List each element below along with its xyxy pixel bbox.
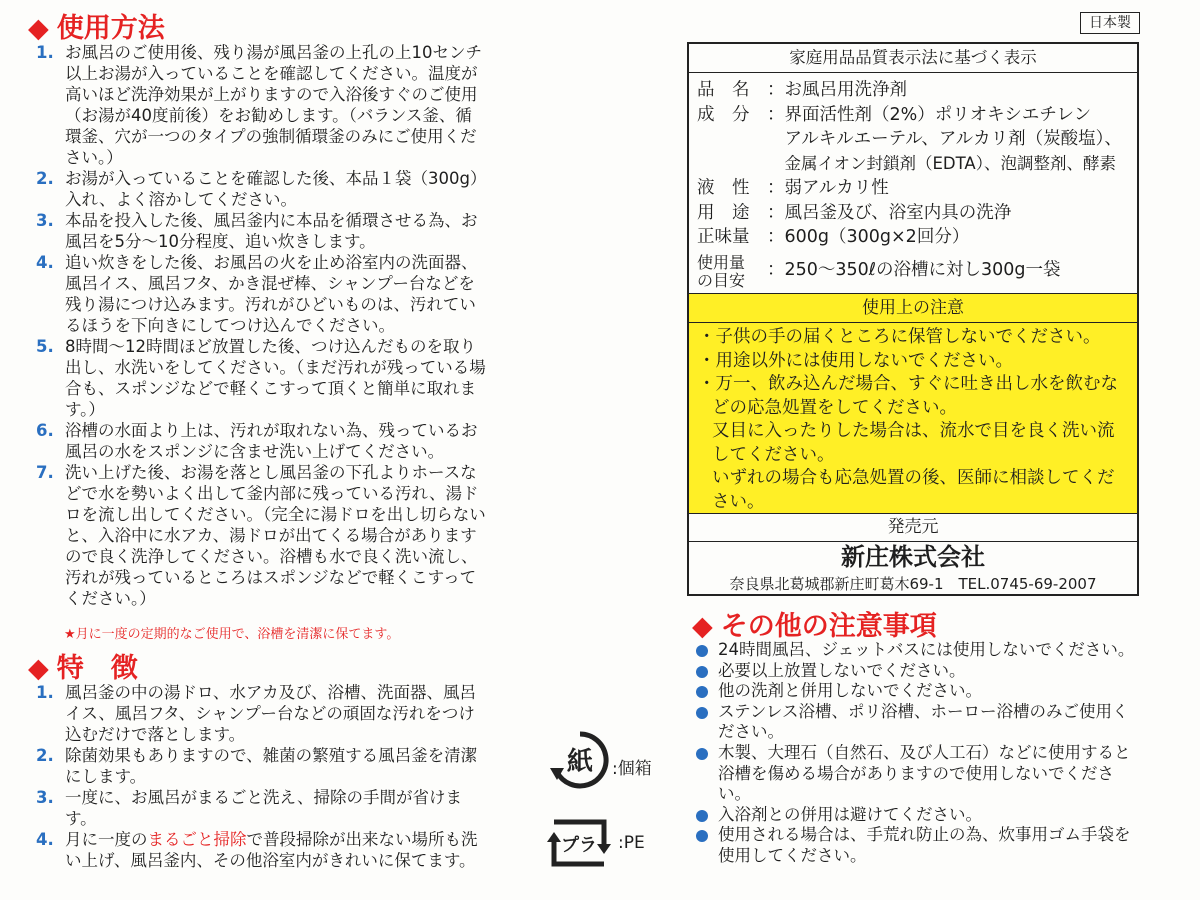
usage-note: ★月に一度の定期的なご使用で、浴槽を清潔に保てます。 [64,627,400,642]
other-note-item: 他の洗剤と併用しないでください。 [694,681,1140,702]
company-name: 新庄株式会社 [841,543,985,571]
bullet-dot-icon [696,810,708,822]
bullet-dot-icon [696,830,708,842]
diamond-icon: ◆ [692,611,713,642]
plastic-label: :PE [618,833,645,853]
usage-item-4: 4. 追い炊きをした後、お風呂の火を止め浴室内の洗面器、風呂イス、風呂フタ、かき混ぜ棒、シャンプー台などを残り湯につけ込みます。汚れがひどいものは、汚れているほうを下向きにしてつけ込んでください。 [36,253,478,335]
paper-recycle-icon [548,728,612,792]
company-address: 奈良県北葛城郡新庄町葛木69-1 TEL.0745-69-2007 [729,575,1097,593]
plastic-recycle-icon [546,814,612,872]
quality-row-usage: 用 途 ： 風呂釜及び、浴室内具の洗浄 [697,202,1012,223]
paper-symbol: 紙 [566,747,594,777]
caution-body [689,323,1137,513]
quality-label-box [687,42,1139,596]
other-note-item: 必要以上放置しないでください。 [694,661,1140,682]
seller-title: 発売元 [689,513,1137,542]
caution-title: 使用上の注意 [689,293,1137,323]
other-note-item: ステンレス浴槽、ポリ浴槽、ホーロー浴槽のみご使用ください。 [694,702,1140,743]
quality-row-name: 品 名 ： お風呂用洗浄剤 [697,80,907,100]
caution-sub: いずれの場合も応急処置の後、医師に相談してください。 [712,468,1115,512]
diamond-icon: ◆ [28,653,49,684]
usage-item-2: 2. お湯が入っていることを確認した後、本品１袋（300g）入れ、よく溶かしてください。 [36,169,487,209]
usage-list [36,42,488,609]
paper-label: :個箱 [612,759,652,779]
other-notes-heading: ◆ その他の注意事項 [692,611,937,642]
quality-title: 家庭用品品質表示法に基づく表示 [689,44,1137,73]
usage-heading: ◆ 使用方法 [28,13,165,44]
feature-item-4: 4. 月に一度のまるごと掃除で普段掃除が出来ない場所も洗い上げ、風呂釜内、その他浴室内がきれいに保てます。 [36,830,478,870]
usage-item-5: 5. 8時間～12時間ほど放置した後、つけ込んだものを取り出し、水洗いをしてください。（まだ汚れが残っている場合も、スポンジなどで軽くこすって頂くと簡単に取れます。） [36,337,486,419]
bullet-dot-icon [696,666,708,678]
features-heading: ◆ 特 徴 [28,653,138,684]
bullet-dot-icon [696,748,708,760]
bullet-dot-icon [696,686,708,698]
plastic-symbol: プラ [561,835,597,856]
made-in-badge: 日本製 [1080,12,1140,34]
other-note-item: 入浴剤との併用は避けてください。 [694,805,1140,826]
usage-item-1: 1. お風呂のご使用後、残り湯が風呂釜の上孔の上10センチ以上お湯が入っていることを確認してください。温度が高いほど洗浄効果が上がりますので入浴後すぐのご使用（お湯が40度前後）をお勧めします。（バランス釜、循環釜、穴が一つのタイプの強制循環釜のみにご使用ください。） [36,43,482,167]
feature-item-1: 1. 風呂釜の中の湯ドロ、水アカ及び、浴槽、洗面器、風呂イス、風呂フタ、シャンプー台などの頑固な汚れをつけ込むだけで落とします。 [36,683,477,744]
caution-item: ・子供の手の届くところに保管しないでください。 [698,327,1101,347]
caution-item: ・万一、飲み込んだ場合、すぐに吐き出し水を飲むなどの応急処置をしてください。 [698,374,1118,418]
quality-row-ingredients: 成 分 ： 界面活性剤（2%）ポリオキシエチレン アルキルエーテル、アルカリ剤（炭酸塩）、 金属イオン封鎖剤（EDTA）、泡調整剤、酵素 [697,104,1122,173]
quality-row-ph: 液 性 ： 弱アルカリ性 [697,178,889,198]
bullet-dot-icon [696,707,708,719]
caution-sub: 又目に入ったりした場合は、流水で目を良く洗い流してください。 [712,421,1115,465]
bullet-dot-icon [696,645,708,657]
usage-item-3: 3. 本品を投入した後、風呂釜内に本品を循環させる為、お風呂を5分～10分程度、追い炊きします。 [36,211,478,251]
quality-row-net: 正味量 ： 600g（300g×2回分） [697,227,970,247]
other-note-item: 使用される場合は、手荒れ防止の為、炊事用ゴム手袋を使用してください。 [694,825,1140,866]
caution-item: ・用途以外には使用しないでください。 [698,350,1013,371]
other-note-item: 木製、大理石（自然石、及び人工石）などに使用すると浴槽を傷める場合がありますので使用しないでください。 [694,743,1140,805]
diamond-icon: ◆ [28,13,49,44]
other-note-item: 24時間風呂、ジェットバスには使用しないでください。 [694,640,1140,661]
feature-item-2: 2. 除菌効果もありますので、雑菌の繁殖する風呂釜を清潔にします。 [36,746,478,786]
features-list [36,682,488,871]
feature-item-3: 3. 一度に、お風呂がまるごと洗え、掃除の手間が省けます。 [36,788,462,828]
quality-row-amount: 使用量 の目安 ：250～350ℓの浴槽に対し300g一袋 [697,252,1061,290]
other-notes-list [694,640,1140,867]
usage-item-7: 7. 洗い上げた後、お湯を落とし風呂釜の下孔よりホースなどで水を勢いよく出して釜内部に残っている汚れ、湯ドロを流し出してください。（完全に湯ドロを出し切らないと、入浴中に水アカ、湯ドロが出てくる場合がありますので良く洗浄してください。浴槽も水で良く洗い流し、汚れが残っているところはスポンジなどで軽くこすってください。） [36,463,486,608]
usage-item-6: 6. 浴槽の水面より上は、汚れが取れない為、残っているお風呂の水をスポンジに含ませ洗い上げてください。 [36,421,478,461]
